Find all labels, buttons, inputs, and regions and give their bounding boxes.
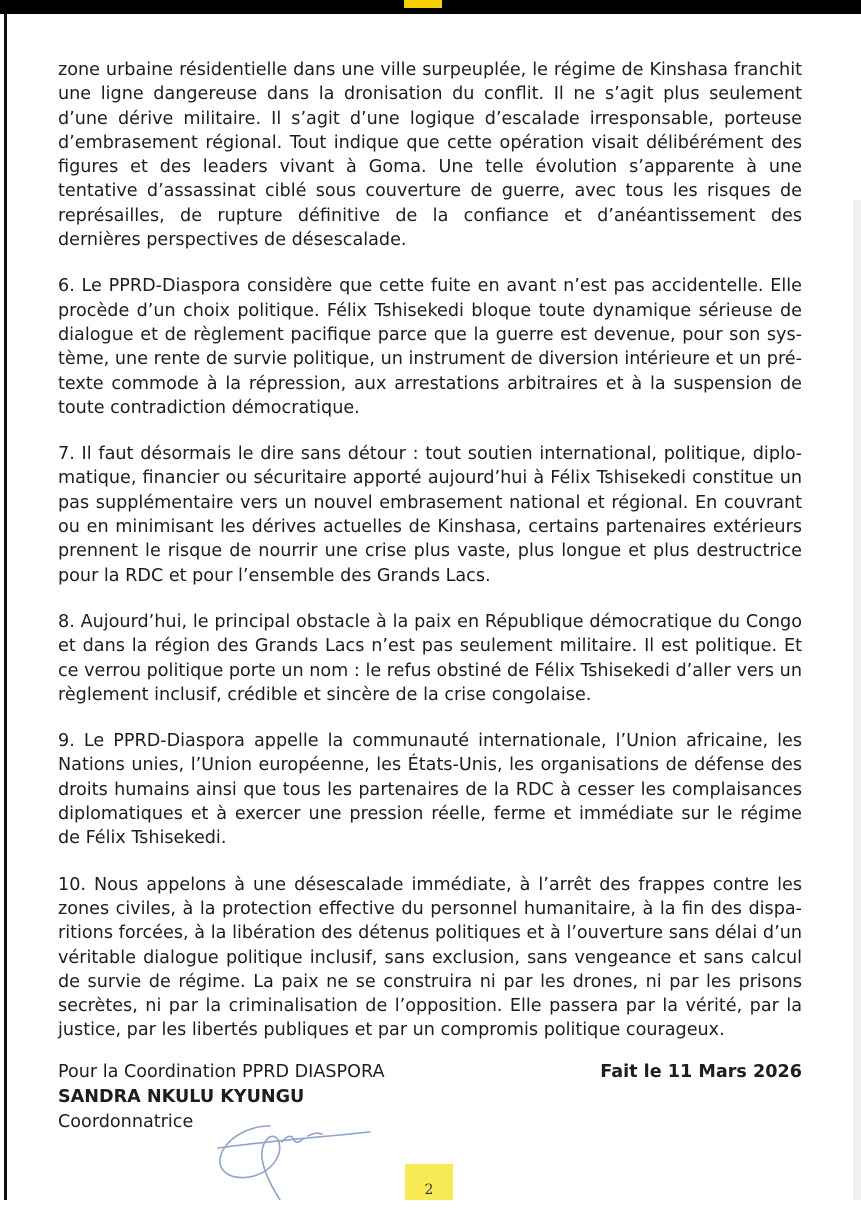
on-behalf-line: Pour la Coordination PPRD DIASPORA xyxy=(58,1062,385,1082)
page-number-badge: 2 xyxy=(405,1164,453,1200)
signature-block xyxy=(58,1060,802,1135)
paragraph-7: 7. Il faut désormais le dire sans détour : tout soutien international, politique, diplomatique, financier ou sécuritaire apporté aujourd’hui à Félix Tshisekedi constitue un pas supplémentaire vers un nouvel embrasement national et régional. En couvrant ou en minimisant les dérives actuelles de Kinshasa, certains partenaires extérieurs prennent le risque de nourrir une crise plus vaste, plus longue et plus destructrice pour la RDC et pour l’ensemble des Grands Lacs. xyxy=(58,444,802,586)
left-frame-edge xyxy=(4,14,7,1200)
document-body xyxy=(58,58,802,1065)
paragraph-10: 10. Nous appelons à une désescalade immédiate, à l’arrêt des frappes contre les zones civiles, à la protection effective du personnel humanitaire, à la fin des disparitions forcées, à la libération des détenus politiques et à l’ouverture sans délai d’un véritable dialogue politique inclusif, sans exclusion, sans vengeance et sans calcul de survie de régime. La paix ne se construira ni par les drones, ni par les prisons secrètes, ni par la criminalisation de l’opposition. Elle passera par la vérité, par la justice, par les libertés publiques et par un compromis politique courageux. xyxy=(58,874,802,1041)
paragraph-6: 6. Le PPRD-Diaspora considère que cette fuite en avant n’est pas accidentelle. Elle procède d’un choix politique. Félix Tshisekedi bloque toute dynamique sérieuse de dialogue et de règlement pacifique parce que la guerre est devenue, pour son système, une rente de survie politique, un instrument de diversion intérieure et un prétexte commode à la répression, aux arrestations arbitraires et à la suspension de toute contradiction démocratique. xyxy=(58,276,802,418)
handwritten-signature xyxy=(200,1112,395,1200)
scrollbar-track[interactable] xyxy=(853,200,861,1200)
top-bar xyxy=(0,0,861,14)
paragraph-9: 9. Le PPRD-Diaspora appelle la communauté internationale, l’Union africaine, les Nations unies, l’Union européenne, les États-Unis, les organisations de défense des droits humains ainsi que tous les partenaires de la RDC à cesser les complaisances diplomatiques et à exercer une pression réelle, ferme et immédiate sur le régime de Félix Tshisekedi. xyxy=(58,731,802,849)
top-accent xyxy=(404,0,442,8)
paragraph-continuation: zone urbaine résidentielle dans une ville surpeuplée, le régime de Kinshasa franchit une ligne dangereuse dans la dronisation du conflit. Il ne s’agit plus seulement d’une dérive militaire. Il s’agit d’une logique d’escalade irresponsable, porteuse d’embrasement régional. Tout indique que cette opération visait délibérément des figures et des leaders vivant à Goma. Une telle évolution s’apparente à une tentative d’assassinat ciblé sous couverture de guerre, avec tous les risques de représailles, de rupture définitive de la confiance et d’anéantissement des dernières perspectives de désescalade. xyxy=(58,60,802,251)
signatory-role: Coordonnatrice xyxy=(58,1112,194,1132)
document-date: Fait le 11 Mars 2026 xyxy=(600,1062,802,1082)
signatory-name: SANDRA NKULU KYUNGU xyxy=(58,1087,305,1107)
paragraph-8: 8. Aujourd’hui, le principal obstacle à la paix en République démocratique du Congo et dans la région des Grands Lacs n’est pas seulement militaire. Il est politique. Et ce verrou politique porte un nom : le refus obstiné de Félix Tshisekedi d’aller vers un règlement inclusif, crédible et sincère de la crise congolaise. xyxy=(58,611,802,705)
